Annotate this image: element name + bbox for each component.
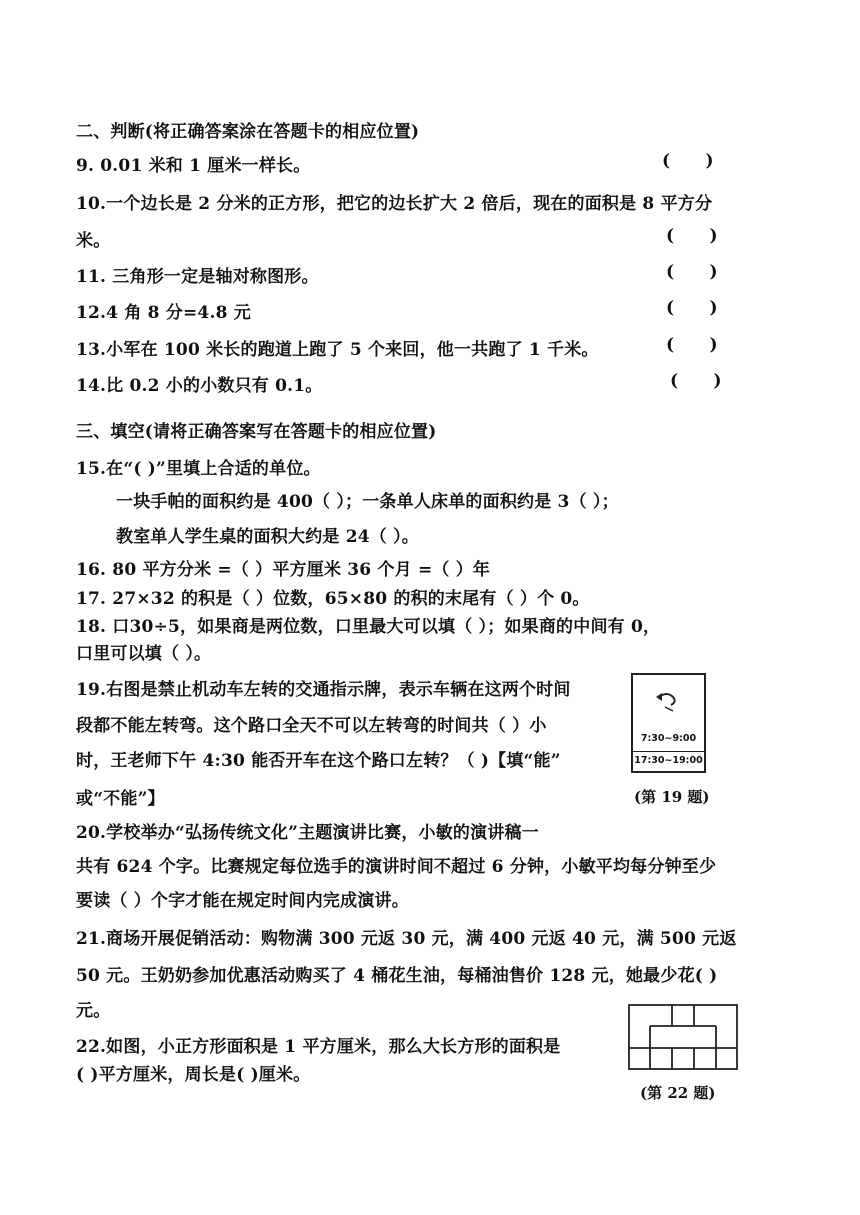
question-15-line-b: 教室单人学生桌的面积大约是 24（ ）。: [116, 527, 419, 547]
question-22-line-1: 22.如图，小正方形面积是 1 平方厘米，那么大长方形的面积是: [76, 1037, 561, 1057]
question-14: 14.比 0.2 小的小数只有 0.1。: [76, 376, 323, 396]
question-10-line-2: 米。: [76, 231, 111, 251]
question-13: 13.小军在 100 米长的跑道上跑了 5 个来回，他一共跑了 1 千米。: [76, 340, 599, 360]
question-12: 12.4 角 8 分=4.8 元: [76, 303, 251, 323]
sign-time-morning: 7:30~9:00: [640, 733, 697, 744]
question-20-line-2: 共有 624 个字。比赛规定每位选手的演讲时间不超过 6 分钟，小敏平均每分钟至少: [76, 857, 717, 877]
question-20-line-3: 要读（ ）个字才能在规定时间内完成演讲。: [76, 891, 409, 911]
question-19-line-2: 段都不能左转弯。这个路口全天不可以左转弯的时间共（ ）小: [76, 716, 547, 736]
answer-paren-13[interactable]: ( ): [666, 335, 718, 355]
answer-paren-10[interactable]: ( ): [666, 226, 718, 246]
answer-paren-14[interactable]: ( ): [670, 371, 722, 391]
question-21-line-3: 元。: [76, 1001, 111, 1021]
question-9: 9. 0.01 米和 1 厘米一样长。: [76, 156, 311, 176]
answer-paren-12[interactable]: ( ): [666, 298, 718, 318]
question-17: 17. 27×32 的积是（ ）位数，65×80 的积的末尾有（ ）个 0。: [76, 589, 590, 609]
question-19-line-1: 19.右图是禁止机动车左转的交通指示牌，表示车辆在这两个时间: [76, 680, 571, 700]
question-19-line-3: 时，王老师下午 4:30 能否开车在这个路口左转？（ )【填“能”: [76, 751, 561, 771]
question-19-line-4: 或“不能”】: [76, 789, 165, 809]
sign-time-evening: 17:30~19:00: [634, 755, 703, 766]
question-15: 15.在“( )”里填上合适的单位。: [76, 459, 321, 479]
question-20-line-1: 20.学校举办“弘扬传统文化”主题演讲比赛，小敏的演讲稿一: [76, 823, 539, 843]
question-21-line-1: 21.商场开展促销活动：购物满 300 元返 30 元，满 400 元返 40 元，满 500 元返: [76, 929, 737, 949]
question-15-line-a: 一块手帕的面积约是 400（ ）；一条单人床单的面积约是 3（ ）；: [116, 492, 619, 512]
question-18-line-2: 口里可以填（ ）。: [76, 644, 212, 664]
traffic-sign-figure: [631, 673, 706, 773]
question-10-line-1: 10.一个边长是 2 分米的正方形，把它的边长扩大 2 倍后，现在的面积是 8 平方分: [76, 194, 713, 214]
figure-19-caption: (第 19 题): [634, 788, 710, 806]
figure-22-caption: (第 22 题): [640, 1084, 716, 1102]
answer-paren-11[interactable]: ( ): [666, 262, 718, 282]
question-11: 11. 三角形一定是轴对称图形。: [76, 267, 319, 287]
section-3-heading: 三、填空(请将正确答案写在答题卡的相应位置): [76, 422, 437, 442]
question-22-line-2: ( )平方厘米，周长是( )厘米。: [76, 1065, 311, 1085]
question-18-line-1: 18. 口30÷5，如果商是两位数，口里最大可以填（ ）；如果商的中间有 0，: [76, 617, 661, 637]
sign-divider: [633, 751, 704, 752]
section-2-heading: 二、判断(将正确答案涂在答题卡的相应位置): [76, 122, 420, 142]
rectangle-grid-figure-icon: [628, 1004, 738, 1070]
answer-paren-9[interactable]: ( ): [662, 151, 714, 171]
question-21-line-2: 50 元。王奶奶参加优惠活动购买了 4 桶花生油，每桶油售价 128 元，她最少花( ): [76, 966, 718, 986]
question-16: 16. 80 平方分米 =（ ）平方厘米 36 个月 =（ ）年: [76, 560, 491, 580]
no-left-turn-arrow-icon: [653, 689, 681, 713]
